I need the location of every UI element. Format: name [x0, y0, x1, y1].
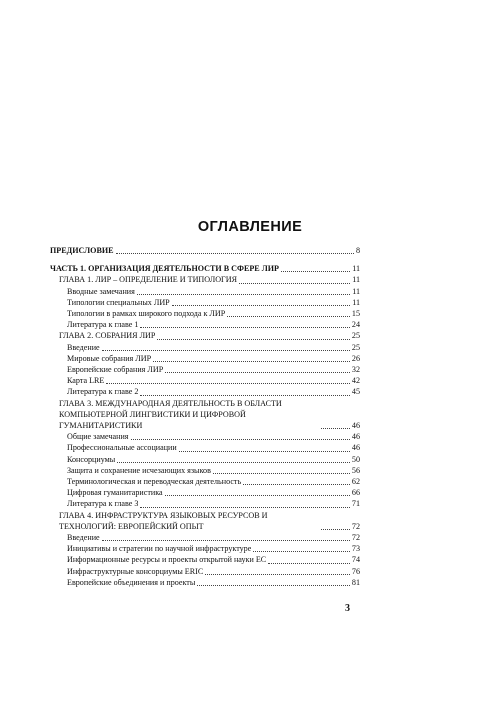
toc-dot-leader [117, 461, 350, 463]
toc-entry-page: 72 [351, 533, 360, 543]
toc-dot-leader [243, 483, 350, 485]
toc-entry-page: 72 [351, 521, 360, 531]
toc-entry-page: 46 [351, 443, 360, 453]
toc-dot-leader [102, 349, 350, 351]
toc-section-entry [50, 286, 360, 297]
toc-entry-page: 71 [351, 499, 360, 509]
toc-entry-title: Литература к главе 2 [67, 387, 139, 397]
toc-entry-page: 11 [352, 264, 360, 274]
toc-section-entry [50, 297, 360, 308]
toc-dot-leader [131, 438, 350, 440]
toc-entry-title: Литература к главе 1 [67, 320, 139, 330]
toc-entry-title: Введение [67, 533, 100, 543]
toc-entry-page: 11 [352, 297, 360, 307]
toc-entry-page: 26 [351, 353, 360, 363]
toc-dot-leader [140, 394, 349, 396]
toc-section-entry [50, 532, 360, 543]
toc-entry-title: Консорциумы [67, 454, 116, 464]
toc-entry-title: ГЛАВА 4. ИНФРАСТРУКТУРА ЯЗЫКОВЫХ РЕСУРСОВ И ТЕХНОЛОГИЙ: ЕВРОПЕЙСКИЙ ОПЫТ [59, 510, 268, 531]
toc-entry-page: 45 [351, 387, 360, 397]
toc-dot-leader [137, 293, 350, 295]
toc-dot-leader [140, 506, 349, 508]
toc-dot-leader [165, 371, 350, 373]
toc-section-entry [50, 543, 360, 554]
toc-part-entry [50, 245, 360, 256]
toc-dot-leader [253, 550, 350, 552]
toc-entry-page: 66 [351, 488, 360, 498]
toc-entry-page: 32 [351, 365, 360, 375]
toc-dot-leader [179, 450, 350, 452]
toc-entry-title: Карта LRE [67, 376, 105, 386]
toc-entry-title: Типологии специальных ЛИР [67, 297, 170, 307]
toc-dot-leader [140, 326, 349, 328]
toc-dot-leader [106, 382, 350, 384]
toc-entry-title: ПРЕДИСЛОВИЕ [50, 246, 114, 255]
toc-entry-title: Европейские собрания ЛИР [67, 365, 164, 375]
toc-dot-leader [153, 360, 350, 362]
toc-dot-leader [102, 539, 350, 541]
toc-dot-leader [239, 282, 350, 284]
toc-entry-page: 25 [351, 331, 360, 341]
toc-dot-leader [213, 472, 350, 474]
toc-entry-title: Информационные ресурсы и проекты открытой науки ЕС [67, 555, 267, 565]
toc-section-entry [50, 353, 360, 364]
toc-entry-page: 25 [351, 342, 360, 352]
toc-entry-page: 46 [351, 432, 360, 442]
toc-dot-leader [197, 584, 350, 586]
toc-entry-title: Европейские объединения и проекты [67, 577, 196, 587]
toc-dot-leader [116, 252, 354, 254]
toc-entry-page: 50 [351, 454, 360, 464]
toc-dot-leader [281, 270, 350, 272]
toc-section-entry [50, 364, 360, 375]
toc-dot-leader [157, 338, 350, 340]
toc-dot-leader [321, 427, 350, 429]
toc-entry-page: 81 [351, 577, 360, 587]
toc-section-entry [50, 375, 360, 386]
toc-entry-page: 15 [351, 309, 360, 319]
page-number: 3 [345, 603, 350, 614]
toc-entry-title: Инициативы и стратегии по научной инфраструктуре [67, 544, 252, 554]
toc-entry-title: Вводные замечания [67, 286, 135, 296]
toc-entry-title: Общие замечания [67, 432, 129, 442]
toc-chapter-entry [50, 398, 360, 432]
toc-entry-page: 24 [351, 320, 360, 330]
toc-entry-page: 74 [351, 555, 360, 565]
toc-entry-page: 8 [355, 246, 360, 255]
toc-entry-page: 56 [351, 465, 360, 475]
page-title: ОГЛАВЛЕНИЕ [197, 219, 303, 235]
toc-dot-leader [172, 304, 351, 306]
toc-section-entry [50, 386, 360, 397]
toc-entry-page: 11 [352, 286, 360, 296]
toc-dot-leader [205, 573, 350, 575]
toc-section-entry [50, 487, 360, 498]
toc-entry-title: Инфраструктурные консорциумы ERIC [67, 566, 204, 576]
toc-section-entry [50, 454, 360, 465]
table-of-contents [50, 245, 360, 588]
toc-section-entry [50, 308, 360, 319]
toc-entry-page: 62 [351, 477, 360, 487]
toc-entry-title: Мировые собрания ЛИР [67, 353, 152, 363]
toc-section-entry [50, 554, 360, 565]
toc-entry-title: Защита и сохранение исчезающих языков [67, 465, 211, 475]
toc-entry-title: Профессиональные ассоциации [67, 443, 177, 453]
toc-entry-title: Литература к главе 3 [67, 499, 139, 509]
toc-entry-page: 76 [351, 566, 360, 576]
toc-section-entry [50, 476, 360, 487]
toc-entry-title: Введение [67, 342, 100, 352]
toc-dot-leader [321, 528, 350, 530]
toc-section-entry [50, 566, 360, 577]
toc-section-entry [50, 319, 360, 330]
toc-entry-title: ГЛАВА 2. СОБРАНИЯ ЛИР [59, 331, 156, 341]
toc-entry-title: Типологии в рамках широкого подхода к ЛИР [67, 309, 226, 319]
toc-section-entry [50, 498, 360, 509]
toc-part-entry [50, 263, 360, 274]
toc-section-entry [50, 442, 360, 453]
toc-entry-page: 11 [352, 275, 360, 285]
toc-section-entry [50, 431, 360, 442]
toc-entry-title: Цифровая гуманитаристика [67, 488, 163, 498]
toc-chapter-entry [50, 274, 360, 285]
toc-chapter-entry [50, 510, 360, 532]
toc-dot-leader [268, 562, 350, 564]
toc-entry-title: Терминологическая и переводческая деятельность [67, 477, 242, 487]
toc-entry-page: 42 [351, 376, 360, 386]
toc-section-entry [50, 342, 360, 353]
toc-entry-title: ГЛАВА 1. ЛИР – ОПРЕДЕЛЕНИЕ И ТИПОЛОГИЯ [59, 275, 237, 285]
toc-entry-title: ЧАСТЬ 1. ОРГАНИЗАЦИЯ ДЕЯТЕЛЬНОСТИ В СФЕРЕ ЛИР [50, 264, 280, 274]
toc-chapter-entry [50, 330, 360, 341]
toc-dot-leader [227, 315, 350, 317]
toc-section-entry [50, 577, 360, 588]
toc-section-entry [50, 465, 360, 476]
toc-entry-title: ГЛАВА 3. МЕЖДУНАРОДНАЯ ДЕЯТЕЛЬНОСТЬ В ОБЛАСТИ КОМПЬЮТЕРНОЙ ЛИНГВИСТИКИ И ЦИФРОВОЙ ГУМАНИТАРИСТИКИ [59, 398, 282, 431]
toc-entry-page: 73 [351, 544, 360, 554]
toc-dot-leader [165, 494, 350, 496]
toc-entry-page: 46 [351, 421, 360, 431]
